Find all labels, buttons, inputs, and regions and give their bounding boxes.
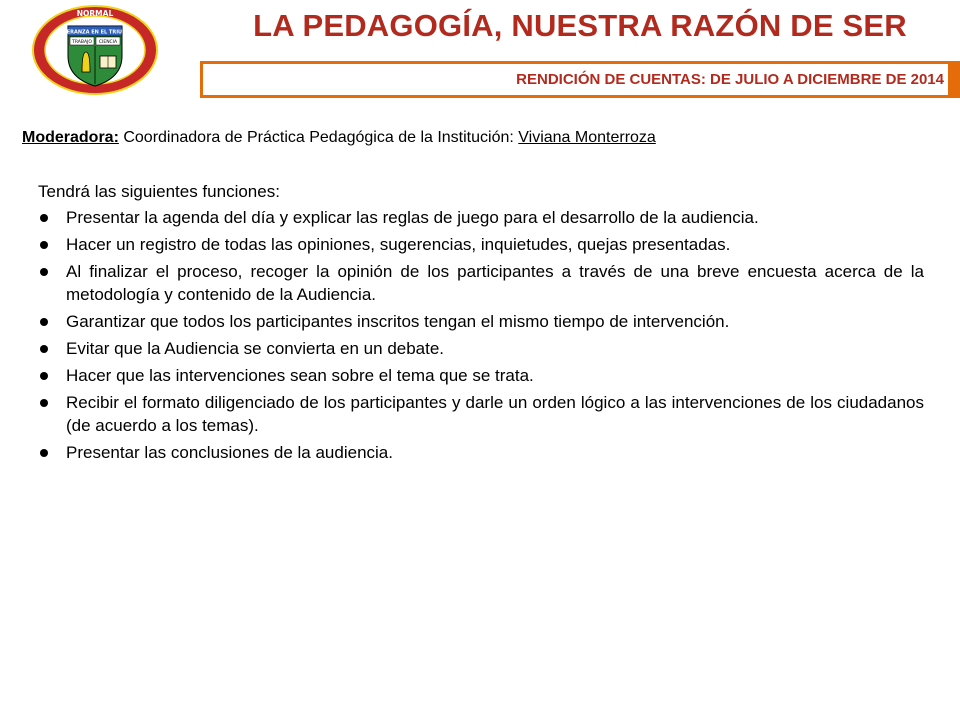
list-item: Recibir el formato diligenciado de los participantes y darle un orden lógico a las intervenciones de los ciudadanos (de acuerdo a los temas).: [38, 391, 924, 437]
subtitle-text: RENDICIÓN DE CUENTAS: DE JULIO A DICIEMBRE DE 2014: [203, 64, 948, 95]
list-item: Evitar que la Audiencia se convierta en un debate.: [38, 337, 924, 360]
list-item: Presentar las conclusiones de la audiencia.: [38, 441, 924, 464]
logo-right-word: CIENCIA: [98, 40, 118, 45]
moderator-role: Coordinadora de Práctica Pedagógica de la Institución:: [118, 129, 519, 146]
functions-intro: Tendrá las siguientes funciones:: [38, 182, 280, 201]
list-item: Garantizar que todos los participantes inscritos tengan el mismo tiempo de intervención.: [38, 310, 924, 333]
list-item: Hacer que las intervenciones sean sobre el tema que se trata.: [38, 364, 924, 387]
bullet-icon: [40, 399, 48, 407]
subtitle-banner: [200, 61, 960, 98]
bullet-icon: [40, 241, 48, 249]
school-seal-icon: [30, 4, 160, 96]
bullet-icon: [40, 449, 48, 457]
bullet-icon: [40, 345, 48, 353]
functions-section: [38, 180, 924, 468]
logo-left-word: TRABAJO: [72, 40, 92, 45]
moderator-line: [22, 129, 922, 147]
list-item: Presentar la agenda del día y explicar las reglas de juego para el desarrollo de la audiencia.: [38, 206, 924, 229]
bullet-icon: [40, 268, 48, 276]
functions-list: [38, 206, 924, 464]
page-title: LA PEDAGOGÍA, NUESTRA RAZÓN DE SER: [253, 8, 907, 43]
bullet-icon: [40, 318, 48, 326]
logo-motto: ESPERANZA EN EL TRIUNFO: [56, 29, 134, 36]
list-item: Al finalizar el proceso, recoger la opinión de los participantes a través de una breve encuesta acerca de la metodología y contenido de la Audiencia.: [38, 260, 924, 306]
logo-top-text: NORMAL: [76, 9, 114, 18]
list-item: Hacer un registro de todas las opiniones, sugerencias, inquietudes, quejas presentadas.: [38, 233, 924, 256]
moderator-label: Moderadora:: [22, 129, 119, 146]
bullet-icon: [40, 214, 48, 222]
institution-logo: [30, 4, 160, 96]
bullet-icon: [40, 372, 48, 380]
moderator-name: Viviana Monterroza: [518, 129, 656, 146]
